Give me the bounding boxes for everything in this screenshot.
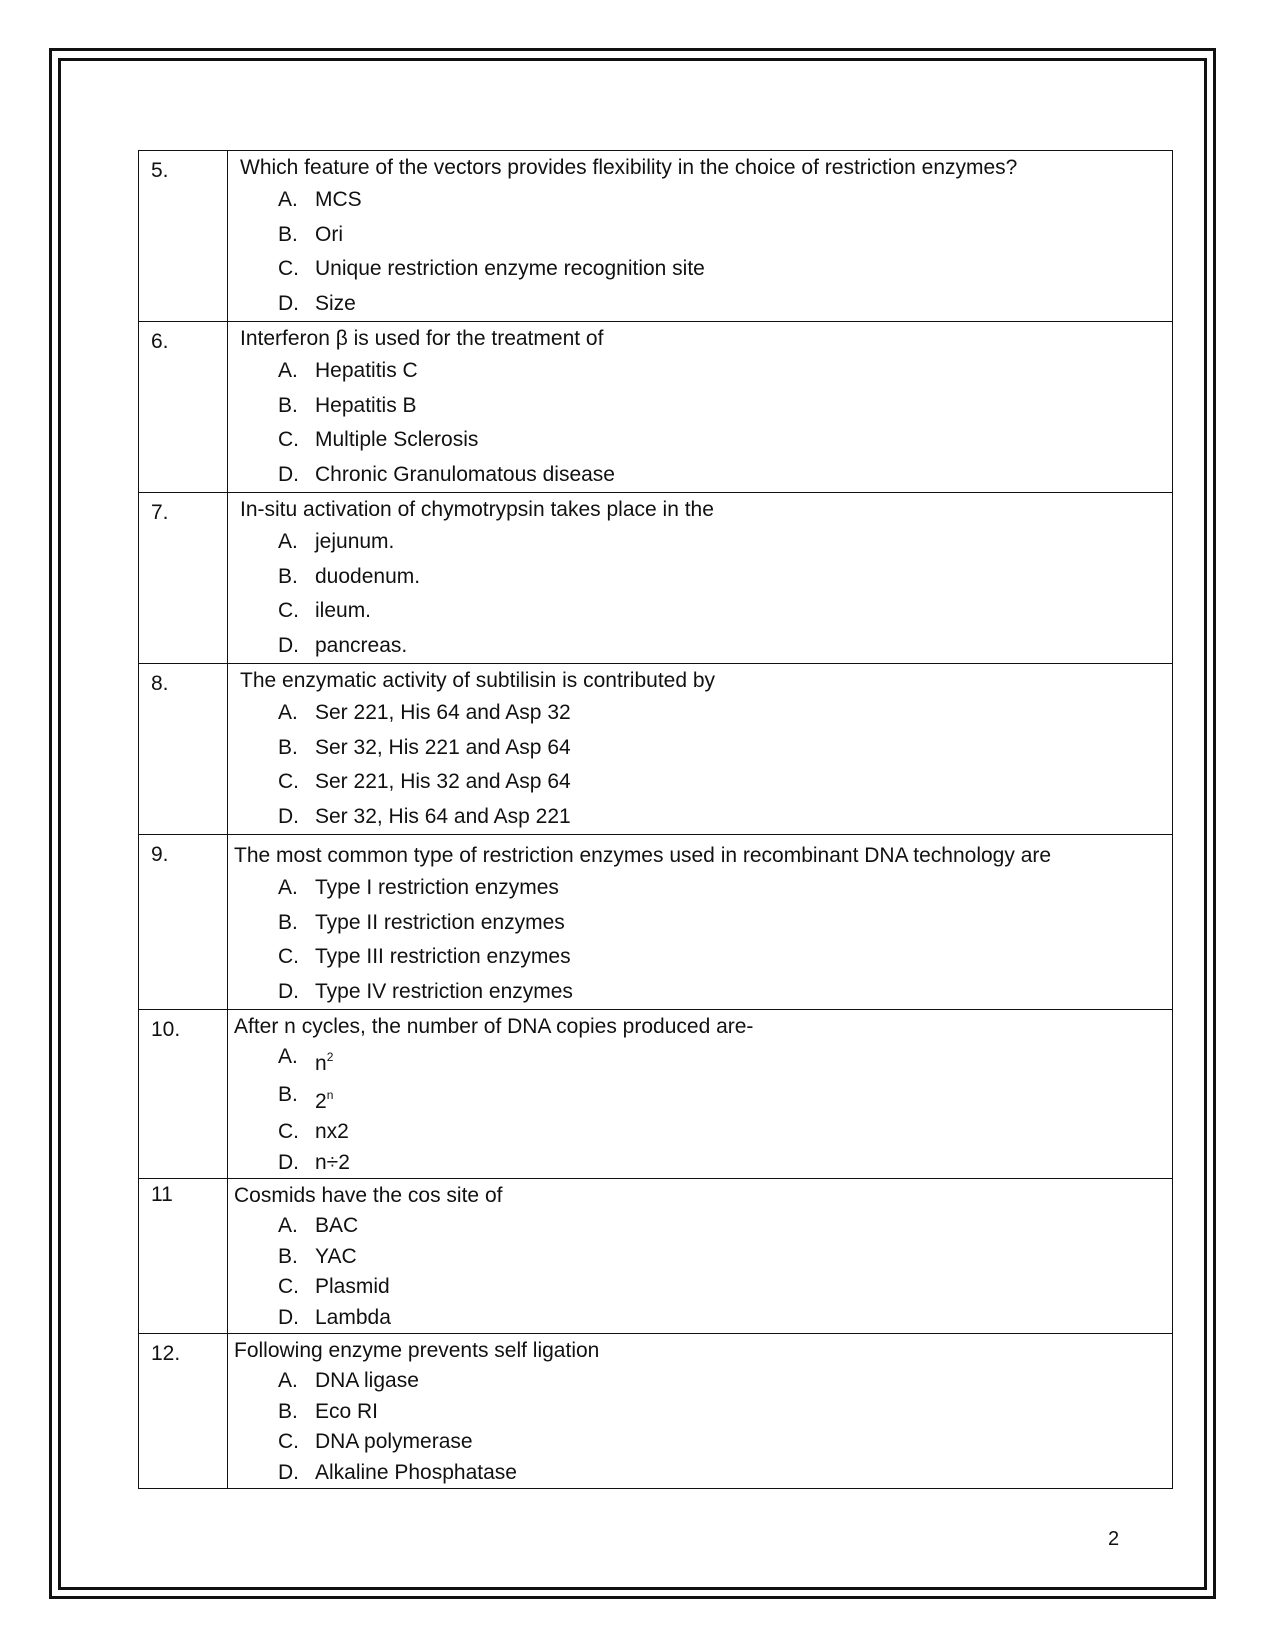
question-row — [139, 493, 1173, 664]
option-superscript: n — [326, 1087, 334, 1102]
option-letter: A. — [278, 188, 298, 211]
question-row — [139, 322, 1173, 493]
option-letter: D. — [278, 1460, 299, 1484]
option-letter: B. — [278, 393, 298, 417]
question-text: Cosmids have the cos site of — [234, 1184, 503, 1207]
options-list — [278, 871, 1172, 1009]
option-text: Multiple Sclerosis — [315, 428, 479, 451]
option — [278, 183, 1172, 218]
option — [278, 1117, 1172, 1148]
question-cell — [228, 1334, 1173, 1489]
option-letter: D. — [278, 804, 299, 828]
options-list — [278, 1366, 1172, 1488]
option — [278, 1458, 1172, 1489]
option — [278, 871, 1172, 906]
question-row — [139, 664, 1173, 835]
questions-table — [138, 150, 1173, 1489]
question-cell — [228, 835, 1173, 1010]
question-number: 5. — [139, 151, 228, 322]
option-text — [315, 1042, 333, 1080]
option-letter: B. — [278, 1082, 298, 1106]
question-row — [139, 1334, 1173, 1489]
option — [278, 940, 1172, 975]
option-letter: D. — [278, 1305, 299, 1329]
option-text: Type I restriction enzymes — [315, 876, 559, 899]
option-text: DNA polymerase — [315, 1430, 473, 1453]
question-number: 12. — [139, 1334, 228, 1489]
option-letter: C. — [278, 1430, 299, 1453]
options-list — [278, 1211, 1172, 1333]
option — [278, 1242, 1172, 1273]
option — [278, 354, 1172, 389]
question-cell — [228, 1179, 1173, 1334]
option — [278, 629, 1172, 664]
option — [278, 1211, 1172, 1242]
question-text: The most common type of restriction enzymes used in recombinant DNA technology are — [234, 844, 1052, 867]
option-letter: C. — [278, 428, 299, 451]
question-number: 7. — [139, 493, 228, 664]
option-text — [315, 1080, 333, 1118]
option-letter: A. — [278, 876, 298, 899]
question-number: 11 — [139, 1179, 228, 1334]
option-text: duodenum. — [315, 564, 421, 588]
option-letter: A. — [278, 1214, 298, 1237]
option-letter: B. — [278, 910, 298, 934]
option — [278, 1397, 1172, 1428]
option-letter: B. — [278, 735, 298, 759]
options-list — [278, 1042, 1172, 1178]
option-letter: D. — [278, 633, 299, 657]
question-text: After n cycles, the number of DNA copies produced are- — [234, 1015, 754, 1038]
option-text: Ori — [315, 222, 343, 246]
question-cell — [228, 322, 1173, 493]
question-row — [139, 1010, 1173, 1179]
option — [278, 594, 1172, 629]
option-text: DNA ligase — [315, 1369, 419, 1392]
option-letter: C. — [278, 1120, 299, 1143]
option-text: nx2 — [315, 1120, 349, 1143]
option-text: jejunum. — [315, 530, 395, 553]
option — [278, 696, 1172, 731]
question-row — [139, 1179, 1173, 1334]
option-letter: B. — [278, 222, 298, 246]
option-letter: A. — [278, 1045, 298, 1068]
option-letter: C. — [278, 599, 299, 622]
option-letter: C. — [278, 945, 299, 968]
option — [278, 218, 1172, 253]
option-letter: B. — [278, 1399, 298, 1423]
option-text: ileum. — [315, 599, 372, 622]
option — [278, 1272, 1172, 1303]
option-text: Alkaline Phosphatase — [315, 1460, 517, 1484]
option-letter: B. — [278, 1244, 298, 1268]
option-text: pancreas. — [315, 633, 408, 657]
option — [278, 525, 1172, 560]
option-text: Chronic Granulomatous disease — [315, 462, 615, 486]
question-row — [139, 151, 1173, 322]
question-text: Interferon β is used for the treatment of — [240, 327, 604, 350]
options-list — [278, 696, 1172, 834]
option-letter: D. — [278, 291, 299, 315]
option-text: MCS — [315, 188, 362, 211]
option-text: BAC — [315, 1214, 359, 1237]
option-letter: C. — [278, 257, 299, 280]
question-number: 6. — [139, 322, 228, 493]
option-letter: A. — [278, 1369, 298, 1392]
option-letter: B. — [278, 564, 298, 588]
option — [278, 906, 1172, 941]
option — [278, 800, 1172, 835]
option-base: 2 — [315, 1089, 327, 1113]
option — [278, 765, 1172, 800]
option-letter: A. — [278, 701, 298, 724]
options-list — [278, 525, 1172, 663]
option-text: Type IV restriction enzymes — [315, 979, 573, 1003]
option-text: Ser 221, His 32 and Asp 64 — [315, 770, 571, 793]
option-text: Unique restriction enzyme recognition site — [315, 257, 705, 280]
question-cell — [228, 1010, 1173, 1179]
option-text: Hepatitis B — [315, 393, 417, 417]
option-text: Lambda — [315, 1305, 391, 1329]
option-text: n÷2 — [315, 1150, 350, 1174]
option-letter: D. — [278, 1150, 299, 1174]
option-letter: A. — [278, 530, 298, 553]
option — [278, 1148, 1172, 1179]
question-cell — [228, 664, 1173, 835]
option-text: YAC — [315, 1244, 357, 1268]
question-text: Which feature of the vectors provides flexibility in the choice of restriction enzymes? — [240, 156, 1018, 179]
option-text: Hepatitis C — [315, 359, 418, 382]
question-number: 8. — [139, 664, 228, 835]
option-text: Ser 32, His 221 and Asp 64 — [315, 735, 571, 759]
option-text: Eco RI — [315, 1399, 379, 1423]
option-letter: D. — [278, 979, 299, 1003]
question-number: 10. — [139, 1010, 228, 1179]
option-superscript: 2 — [326, 1050, 334, 1064]
question-cell — [228, 493, 1173, 664]
option — [278, 423, 1172, 458]
option-letter: A. — [278, 359, 298, 382]
option-letter: C. — [278, 770, 299, 793]
option-text: Type II restriction enzymes — [315, 910, 565, 934]
option-text: Plasmid — [315, 1275, 390, 1298]
option-text: Size — [315, 291, 356, 315]
option-text: Ser 32, His 64 and Asp 221 — [315, 804, 571, 828]
option — [278, 1303, 1172, 1334]
question-text: In-situ activation of chymotrypsin takes place in the — [240, 498, 714, 521]
question-number: 9. — [139, 835, 228, 1010]
option-letter: C. — [278, 1275, 299, 1298]
option — [278, 560, 1172, 595]
question-text: The enzymatic activity of subtilisin is contributed by — [240, 669, 716, 692]
page-number: 2 — [1108, 1528, 1120, 1550]
option — [278, 1080, 1172, 1118]
option — [278, 389, 1172, 424]
option — [278, 252, 1172, 287]
options-list — [278, 354, 1172, 492]
option — [278, 1042, 1172, 1080]
option-base: n — [315, 1052, 327, 1075]
option-text: Ser 221, His 64 and Asp 32 — [315, 701, 571, 724]
question-row — [139, 835, 1173, 1010]
option — [278, 1427, 1172, 1458]
option — [278, 458, 1172, 493]
option — [278, 287, 1172, 322]
option-text: Type III restriction enzymes — [315, 945, 571, 968]
option-letter: D. — [278, 462, 299, 486]
option — [278, 1366, 1172, 1397]
options-list — [278, 183, 1172, 321]
option — [278, 975, 1172, 1010]
question-cell — [228, 151, 1173, 322]
question-text: Following enzyme prevents self ligation — [234, 1339, 600, 1362]
option — [278, 731, 1172, 766]
